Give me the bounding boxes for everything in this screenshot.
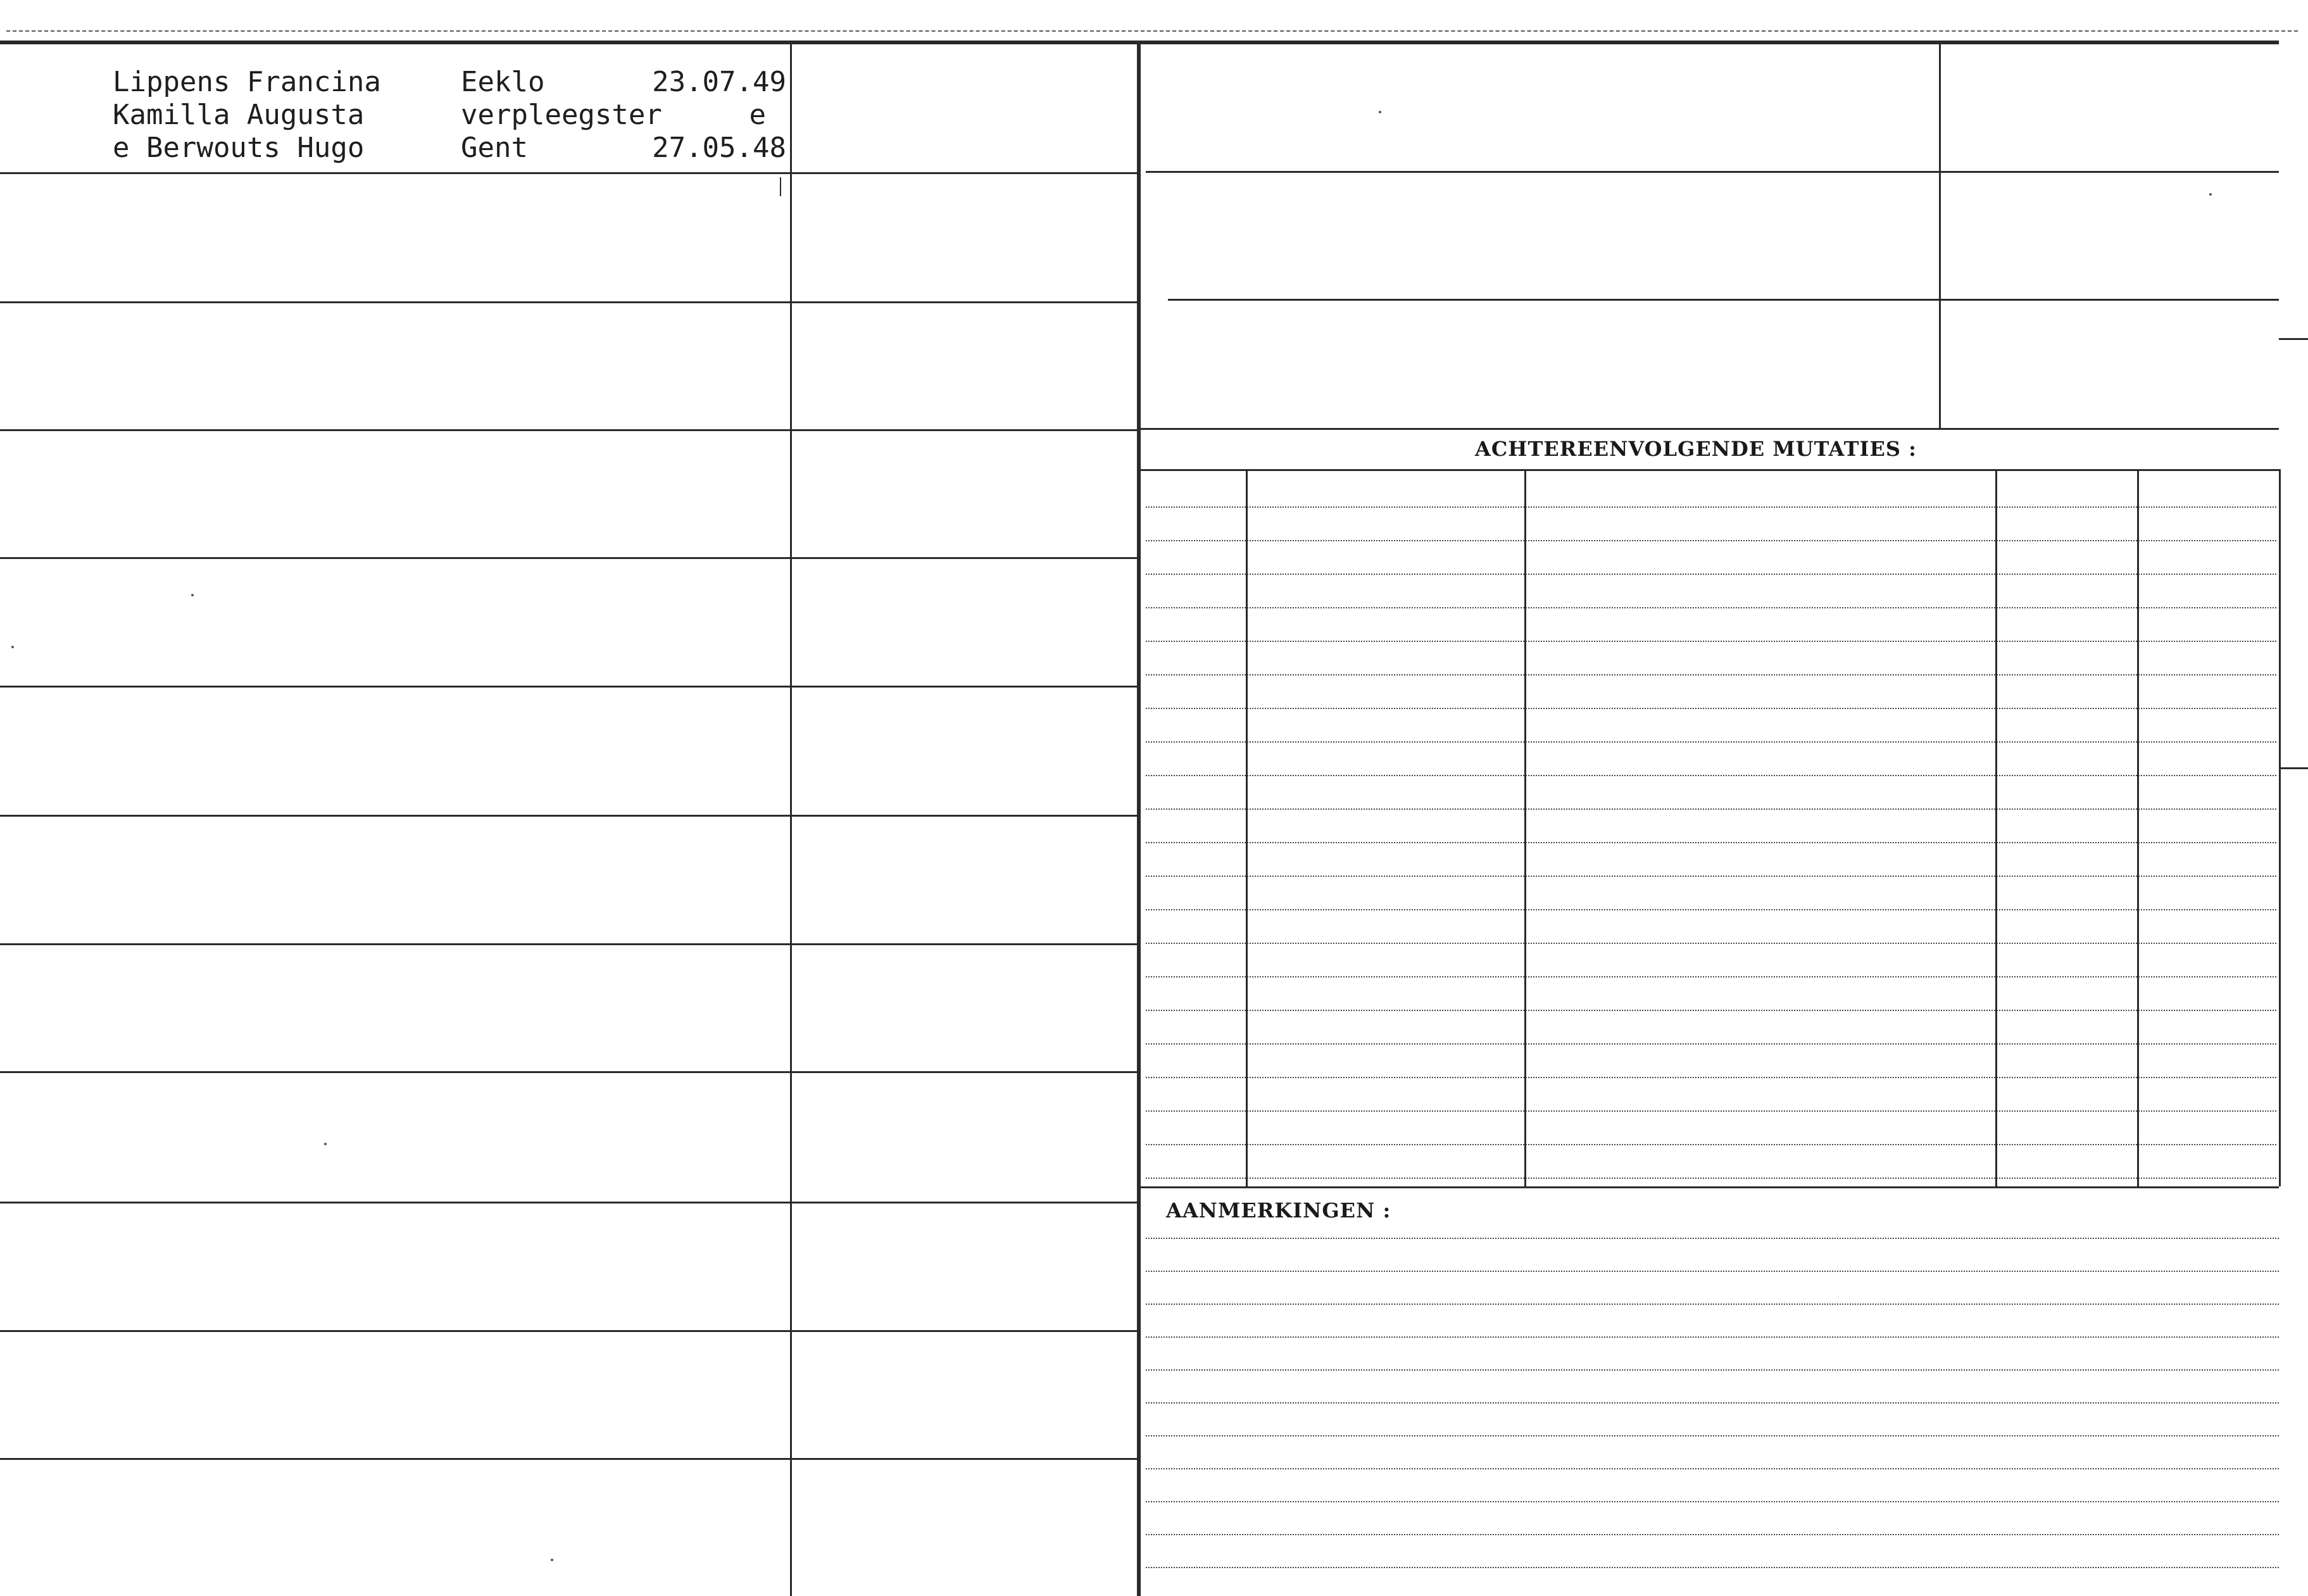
scan-speck <box>551 1559 553 1561</box>
mutation-line <box>1146 1043 2276 1045</box>
entry-tick <box>780 177 781 196</box>
mutations-col-divider <box>1246 469 1248 1186</box>
mutation-line <box>1146 1010 2276 1011</box>
scan-speck <box>2209 193 2212 196</box>
mutation-line <box>1146 775 2276 776</box>
entry-name-line1: Lippens Francina <box>113 66 381 98</box>
remark-line <box>1146 1501 2279 1502</box>
mutation-line <box>1146 808 2276 810</box>
remark-line <box>1146 1369 2279 1371</box>
scan-speck <box>324 1143 327 1145</box>
row-line <box>0 815 1137 817</box>
mutation-line <box>1146 876 2276 877</box>
mutation-line <box>1146 506 2276 508</box>
entry-marker: e <box>749 99 766 131</box>
scan-speck <box>1379 111 1381 113</box>
mutation-line <box>1146 1178 2276 1179</box>
mutation-line <box>1146 976 2276 977</box>
row-line <box>0 172 1137 174</box>
scan-speck <box>191 594 194 596</box>
mutation-line <box>1146 909 2276 910</box>
right-row-line <box>1168 299 2279 301</box>
row-line <box>0 557 1137 559</box>
right-row-line <box>1146 171 2279 173</box>
mutations-bottom-border <box>1137 1186 2279 1188</box>
mutation-line <box>1146 1144 2276 1145</box>
mutations-top-border <box>1137 469 2279 471</box>
remark-line <box>1146 1304 2279 1305</box>
mutation-line <box>1146 943 2276 944</box>
remark-line <box>1146 1567 2279 1568</box>
remark-line <box>1146 1402 2279 1404</box>
remark-line <box>1146 1468 2279 1469</box>
margin-tick <box>2279 767 2308 769</box>
remark-line <box>1146 1534 2279 1535</box>
row-line <box>0 686 1137 688</box>
mutation-line <box>1146 842 2276 843</box>
scan-speck <box>11 646 14 648</box>
entry-name-line2: Kamilla Augusta <box>113 99 365 131</box>
entry-spouse-birthplace: Gent <box>461 132 528 164</box>
mutation-line <box>1146 607 2276 608</box>
top-edge-line <box>6 30 2298 32</box>
row-line <box>0 301 1137 303</box>
row-line <box>0 429 1137 431</box>
entry-birthplace: Eeklo <box>461 66 545 98</box>
row-line <box>0 1202 1137 1203</box>
mutation-line <box>1146 1110 2276 1112</box>
mutations-col-divider <box>1995 469 1997 1186</box>
mutation-line <box>1146 574 2276 575</box>
remark-line <box>1146 1435 2279 1436</box>
mutations-col-divider <box>2137 469 2139 1186</box>
remarks-heading: AANMERKINGEN : <box>1166 1198 1391 1222</box>
row-line <box>0 943 1137 945</box>
mutations-right-border <box>2279 469 2281 1186</box>
margin-tick <box>2279 338 2308 340</box>
row-line <box>0 1071 1137 1073</box>
mutations-heading: ACHTEREENVOLGENDE MUTATIES : <box>1475 437 1917 461</box>
mutations-col-divider <box>1524 469 1526 1186</box>
right-row-line <box>1137 428 2279 430</box>
mutation-line <box>1146 1077 2276 1078</box>
left-column-divider <box>790 41 792 1596</box>
remark-line <box>1146 1238 2279 1239</box>
remark-line <box>1146 1271 2279 1272</box>
mutation-line <box>1146 674 2276 675</box>
mutation-line <box>1146 708 2276 709</box>
entry-birthdate: 23.07.49 <box>652 66 786 98</box>
entry-occupation: verpleegster <box>461 99 662 131</box>
entry-spouse-birthdate: 27.05.48 <box>652 132 786 164</box>
row-line <box>0 1458 1137 1460</box>
entry-name-line3: e Berwouts Hugo <box>113 132 365 164</box>
right-upper-divider <box>1939 41 1941 428</box>
mutation-line <box>1146 540 2276 541</box>
mutation-line <box>1146 641 2276 642</box>
center-divider <box>1137 41 1141 1596</box>
row-line <box>0 1330 1137 1332</box>
mutation-line <box>1146 741 2276 743</box>
remark-line <box>1146 1336 2279 1338</box>
